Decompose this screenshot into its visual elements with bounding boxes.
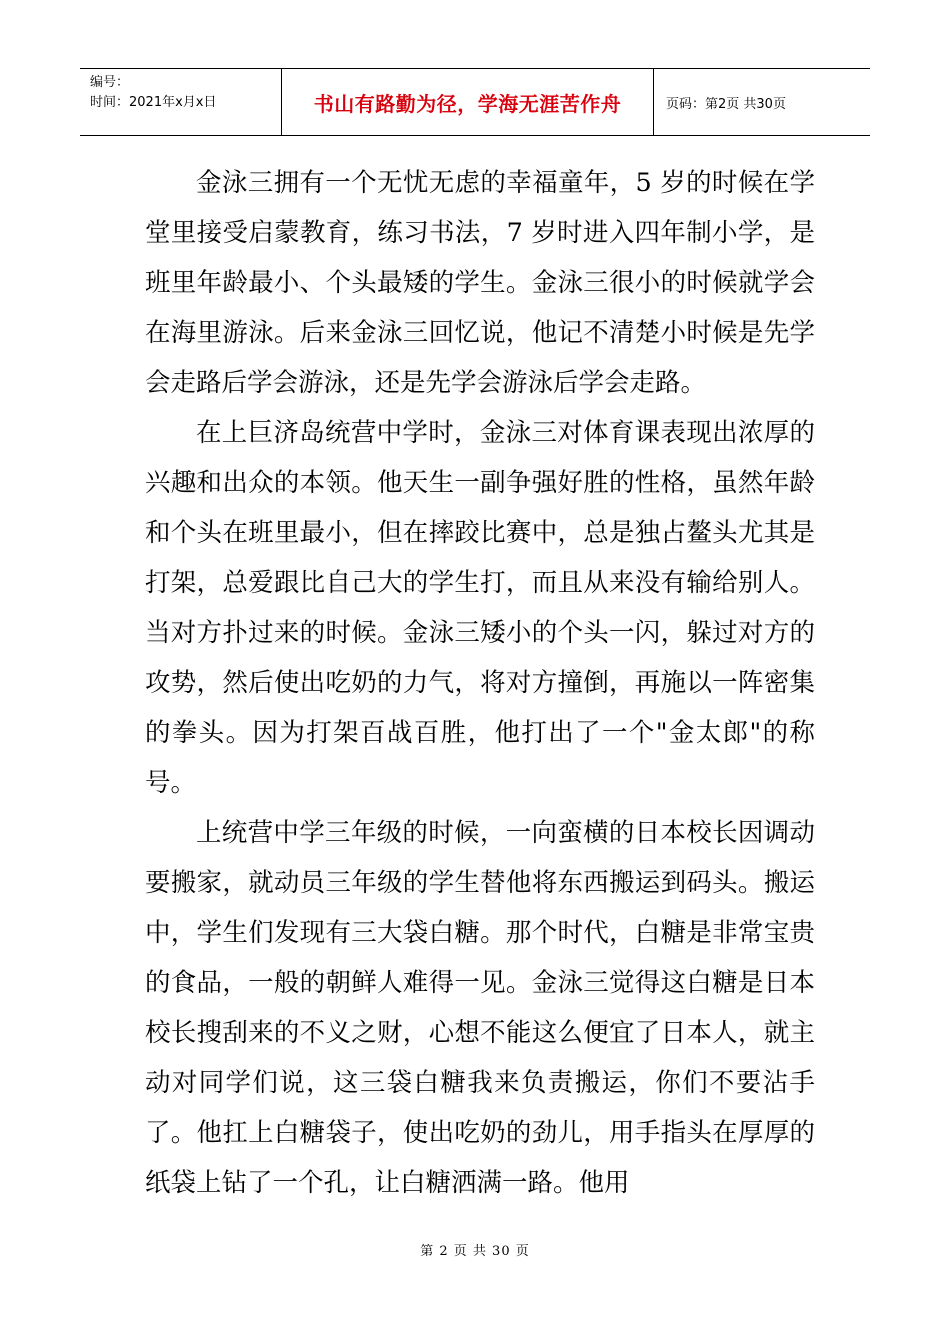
paragraph-1: 金泳三拥有一个无忧无虑的幸福童年，5 岁的时候在学堂里接受启蒙教育，练习书法，7 岁时进入四年制小学，是班里年龄最小、个头最矮的学生。金泳三很小的时候就学会在海里游泳。后来金泳三回忆说，他记不清楚小时候是先学会走路后学会游泳，还是先学会游泳后学会走路。 <box>145 168 815 398</box>
page-header <box>80 68 870 136</box>
header-page-info: 页码：第2页 共30页 <box>666 96 786 112</box>
paragraph-3: 上统营中学三年级的时候，一向蛮横的日本校长因调动要搬家，就动员三年级的学生替他将东西搬运到码头。搬运中，学生们发现有三大袋白糖。那个时代，白糖是非常宝贵的食品，一般的朝鲜人难得一见。金泳三觉得这白糖是日本校长搜刮来的不义之财，心想不能这么便宜了日本人，就主动对同学们说，这三袋白糖我来负责搬运，你们不要沾手了。他扛上白糖袋子，使出吃奶的劲儿，用手指头在厚厚的纸袋上钻了一个孔，让白糖洒满一路。他用 <box>145 818 815 1198</box>
document-time-label: 时间：2021年x月x日 <box>90 95 217 110</box>
header-motto: 书山有路勤为径，学海无涯苦作舟 <box>282 69 654 135</box>
document-body <box>145 158 815 1208</box>
document-number-label: 编号： <box>90 75 130 90</box>
header-meta <box>80 69 282 135</box>
paragraph-2: 在上巨济岛统营中学时，金泳三对体育课表现出浓厚的兴趣和出众的本领。他天生一副争强好胜的性格，虽然年龄和个头在班里最小，但在摔跤比赛中，总是独占鳌头尤其是打架，总爱跟比自己大的学生打，而且从来没有输给别人。当对方扑过来的时候。金泳三矮小的个头一闪，躲过对方的攻势，然后使出吃奶的力气，将对方撞倒，再施以一阵密集的拳头。因为打架百战百胜，他打出了一个"金太郎"的称号。 <box>145 418 815 798</box>
page-footer: 第 2 页 共 30 页 <box>420 1244 530 1259</box>
